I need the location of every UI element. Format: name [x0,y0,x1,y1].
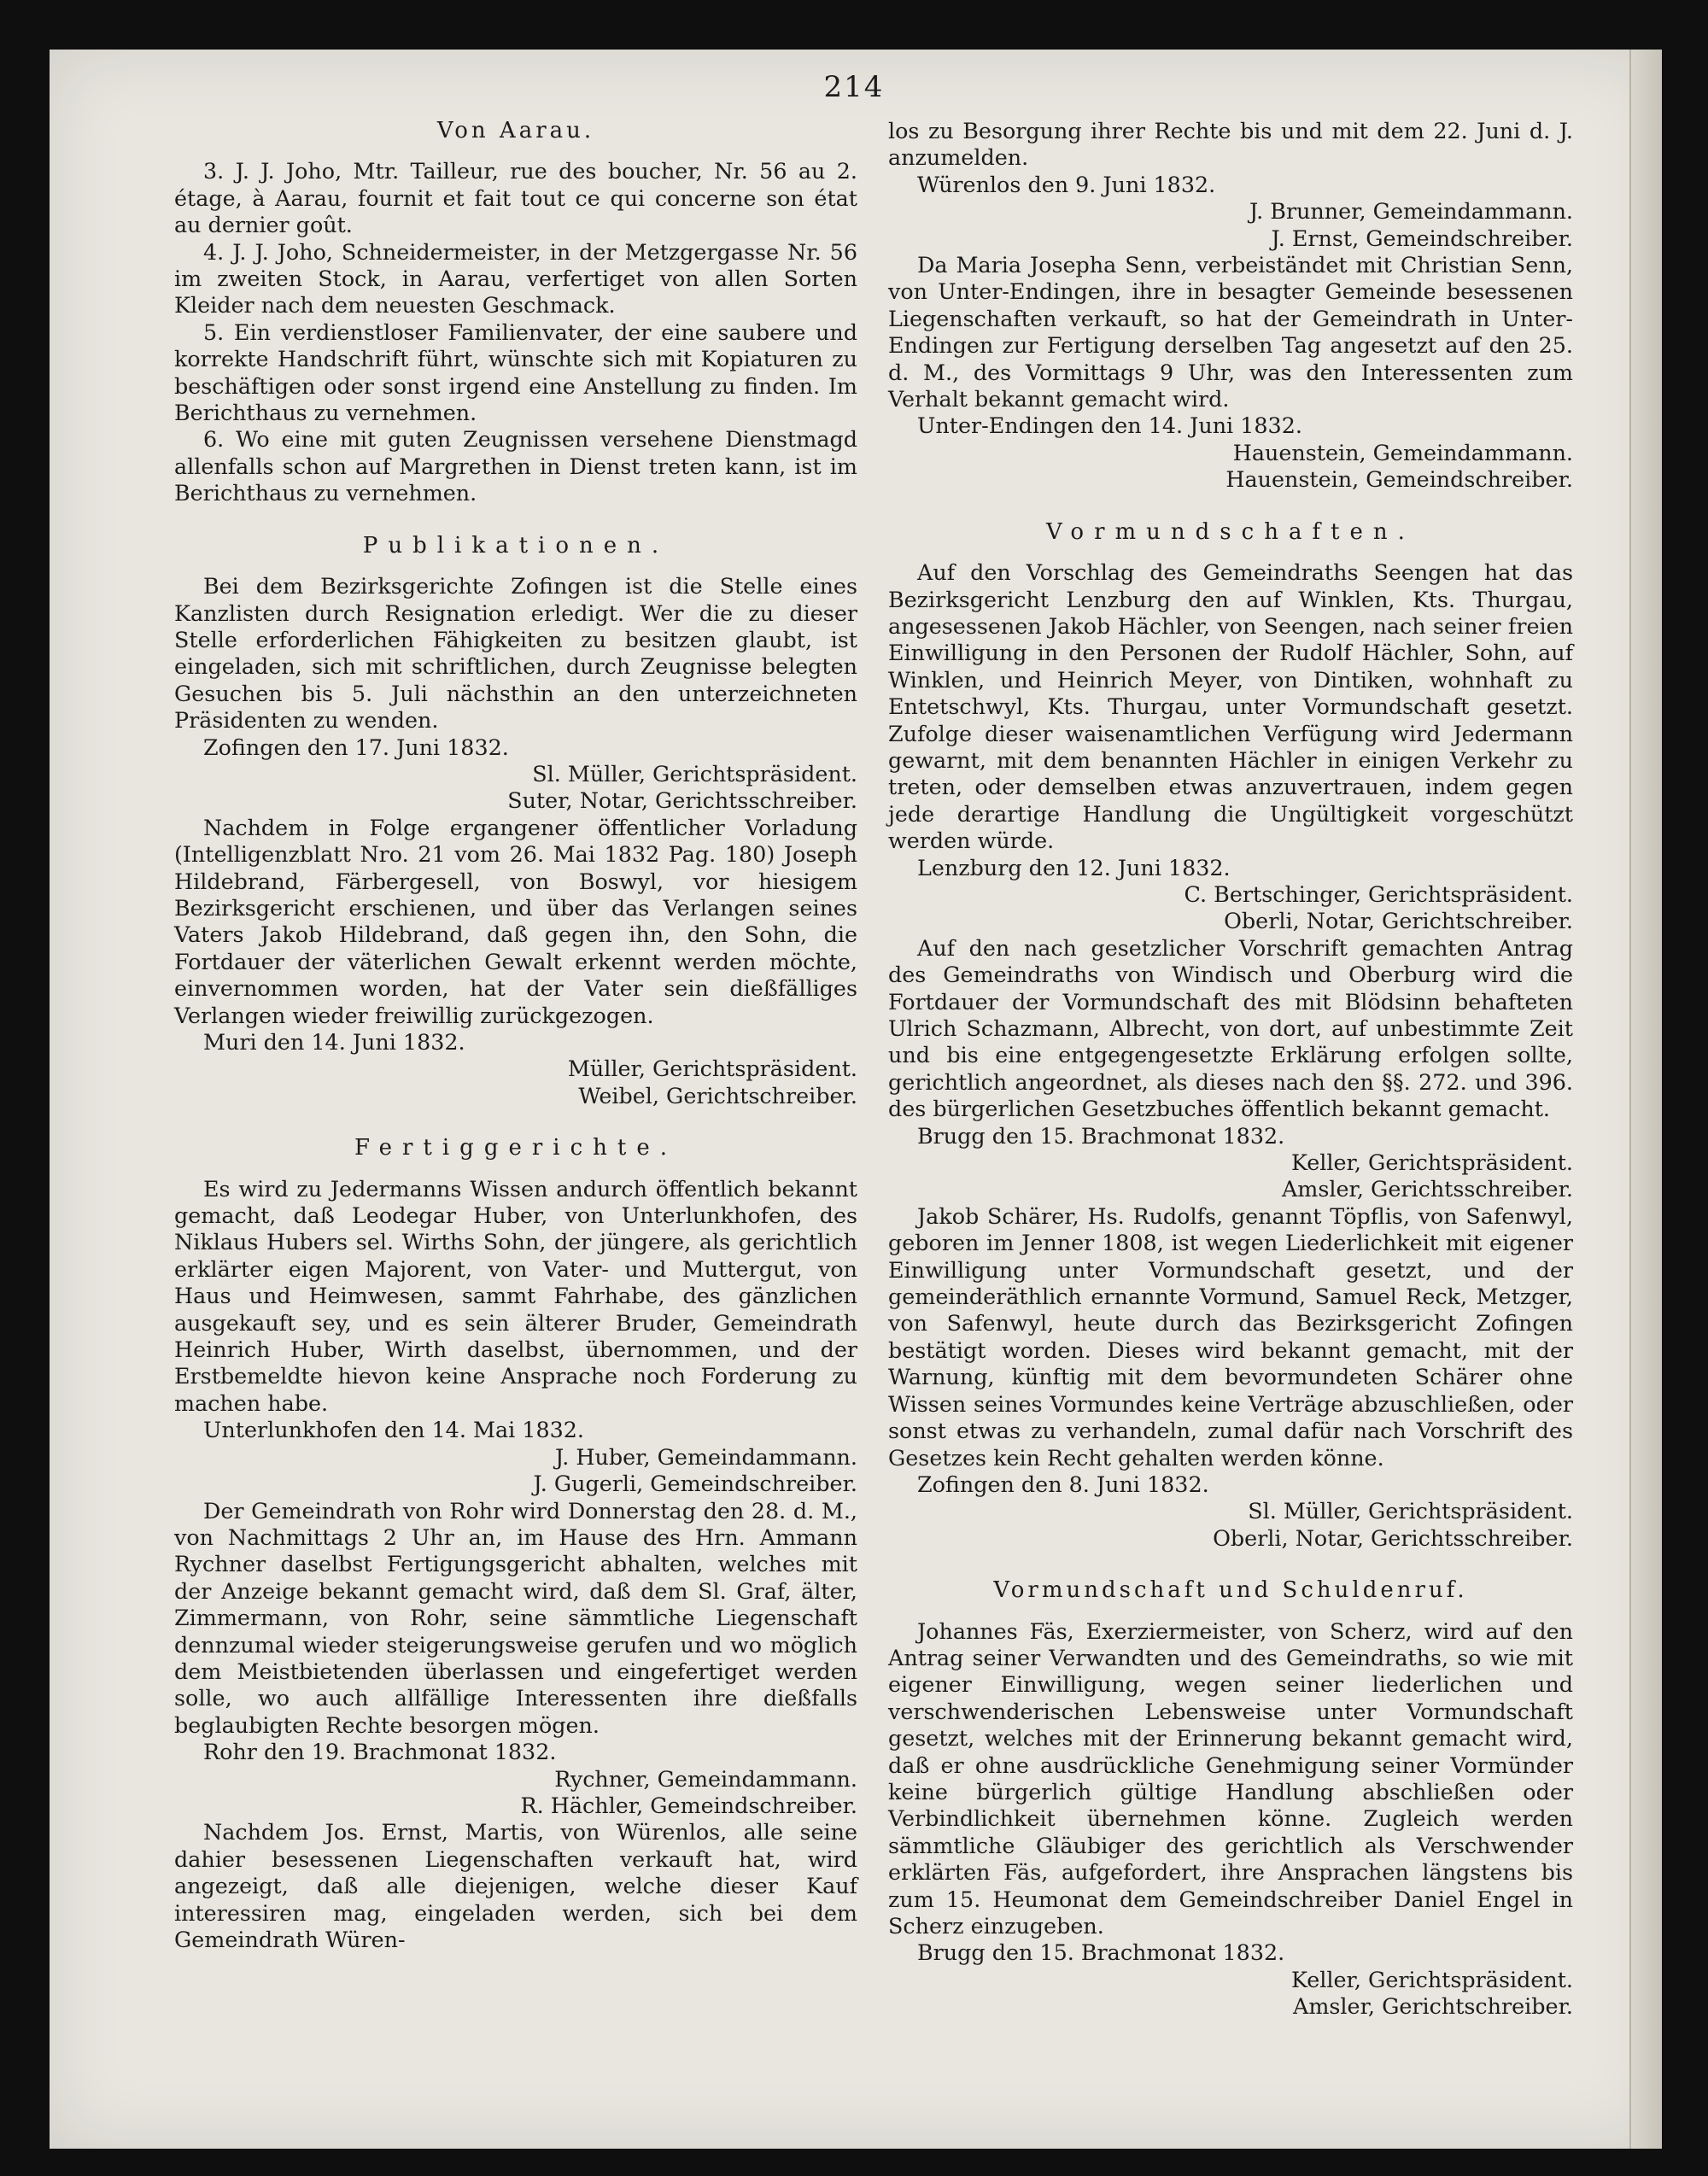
notice-signature: Keller, Gerichtspräsident. [1290,1966,1573,1992]
notice-signature: Keller, Gerichtspräsident. [1290,1149,1573,1176]
notice-signature: J. Ernst, Gemeindschreiber. [1271,225,1573,251]
notice-body: Nachdem Jos. Ernst, Martis, von Würenlos, alle seine dahier besessenen Liegenschaften verkauft hat, wird angezeigt, daß alle diejenigen, welche dieser Kauf interessiren mag, eingeladen werden, sich bei dem Gemeindrath Würen- [174,1819,857,1952]
notice-body: Bei dem Bezirksgerichte Zofingen ist die Stelle eines Kanzlisten durch Resignation erledigt. Wer die zu dieser Stelle erforderlichen Fähigkeiten zu besitzen glaubt, ist eingeladen, sich mit schriftlichen, durch Zeugnisse belegten Gesuchen bis 5. Juli nächsthin an den unterzeichneten Präsidenten zu wenden. [174,573,857,734]
notice-dateline: Zofingen den 8. Juni 1832. [917,1471,1209,1497]
notice-body: Nachdem in Folge ergangener öffentlicher Vorladung (Intelligenzblatt Nro. 21 vom 26. Mai 1832 Pag. 180) Joseph Hildebrand, Färbergesell, von Boswyl, vor hiesigem Bezirksgericht erschienen, und über das Verlangen seines Vaters Jakob Hildebrand, daß gegen ihn, den Sohn, die Fortdauer der väterlichen Gewalt erkennt werden möchte, einvernommen worden, hat der Vater sein dießfälliges Verlangen wieder freiwillig zurückgezogen. [174,814,857,1028]
notice-signature: Oberli, Notar, Gerichtschreiber. [1224,908,1573,934]
notice-signature: Amsler, Gerichtsschreiber. [1281,1176,1573,1202]
page-number: 214 [823,70,885,104]
notice-body: Auf den nach gesetzlicher Vorschrift gemachten Antrag des Gemeindraths von Windisch und Oberburg wird die Fortdauer der Vormundschaft des mit Blödsinn behafteten Ulrich Schazmann, Albrecht, von dort, auf unbestimmte Zeit und bis eine entgegengesetzte Erklärung erfolgen sollte, gerichtlich angeordnet, als dieses nach den §§. 272. und 396. des bürgerlichen Gesetzbuches öffentlich bekannt gemacht. [888,934,1573,1122]
notice-body: Da Maria Josepha Senn, verbeiständet mit Christian Senn, von Unter-Endingen, ihre in besagter Gemeinde besessenen Liegenschaften verkauft, so hat der Gemeindrath in Unter-Endingen zur Fertigung derselben Tag angesetzt auf den 25. d. M., des Vormittags 9 Uhr, was den Interessenten zum Verhalt bekannt gemacht wird. [888,252,1573,412]
right-column [888,118,1573,2021]
notice-dateline: Brugg den 15. Brachmonat 1832. [917,1122,1285,1149]
notice-signature: Oberli, Notar, Gerichtsschreiber. [1213,1524,1573,1551]
notice-signature: R. Hächler, Gemeindschreiber. [520,1792,857,1818]
notice-signature: Hauenstein, Gemeindschreiber. [1225,466,1573,493]
notice-dateline: Lenzburg den 12. Juni 1832. [917,854,1231,880]
notice-dateline: Brugg den 15. Brachmonat 1832. [917,1939,1285,1966]
notice-signature: J. Gugerli, Gemeindschreiber. [533,1471,857,1497]
notice-signature: Suter, Notar, Gerichtsschreiber. [507,787,857,814]
notice-item: 4. J. J. Joho, Schneidermeister, in der Metzgergasse Nr. 56 im zweiten Stock, in Aarau, verfertiget von allen Sorten Kleider nach dem neuesten Geschmack. [174,238,857,319]
notice-signature: Müller, Gerichtspräsident. [567,1056,857,1082]
notice-dateline: Würenlos den 9. Juni 1832. [917,171,1216,197]
section-title-publikationen: Publikationen. [362,532,670,559]
notice-body: Der Gemeindrath von Rohr wird Donnerstag den 28. d. M., von Nachmittags 2 Uhr an, im Hause des Hrn. Ammann Rychner daselbst Fertigungsgericht abhalten, welches mit der Anzeige bekannt gemacht wird, daß dem Sl. Graf, älter, Zimmermann, von Rohr, seine sämmtliche Liegenschaft dennzumal wieder steigerungsweise gerufen und wo möglich dem Meistbietenden überlassen und eingefertiget werden solle, wo auch allfällige Interessenten ihre dießfalls beglaubigten Rechte besorgen mögen. [174,1497,857,1738]
notice-body: Auf den Vorschlag des Gemeindraths Seengen hat das Bezirksgericht Lenzburg den auf Winklen, Kts. Thurgau, angesessenen Jakob Hächler, von Seengen, nach seiner freien Einwilligung in den Personen der Rudolf Hächler, Sohn, auf Winklen, und Heinrich Meyer, von Dintiken, wohnhaft zu Entetschwyl, Kts. Thurgau, unter Vormundschaft gesetzt. Zufolge dieser waisenamtlichen Verfügung wird Jedermann gewarnt, mit dem benannten Hächler in einigen Verkehr zu treten, oder demselben etwas anzuvertrauen, indem gegen jede derartige Handlung die Ungültigkeit vorgeschützt werden würde. [888,559,1573,854]
notice-body: Johannes Fäs, Exerziermeister, von Scherz, wird auf den Antrag seiner Verwandten und des Gemeindraths, so wie mit eigener Einwilligung, wegen seiner liederlichen und verschwenderischen Lebensweise unter Vormundschaft gesetzt, welches mit der Erinnerung bekannt gemacht wird, daß er ohne ausdrückliche Genehmigung seiner Vormünder keine bürgerlich gültige Handlung abschließen oder Verbindlichkeit übernehmen könne. Zugleich werden sämmtliche Gläubiger des gerichtlich als Verschwender erklärten Fäs, aufgefordert, ihre Ansprachen längstens bis zum 15. Heumonat dem Gemeindschreiber Daniel Engel in Scherz einzugeben. [888,1617,1573,1939]
notice-dateline: Rohr den 19. Brachmonat 1832. [203,1739,557,1765]
page-edge [1629,50,1662,2149]
section-title-vormundschaften: Vormundschaften. [1046,518,1415,545]
notice-dateline: Zofingen den 17. Juni 1832. [203,734,509,760]
notice-signature: Weibel, Gerichtschreiber. [578,1082,857,1108]
section-title-schuldenruf: Vormundschaft und Schuldenruf. [993,1577,1468,1604]
notice-signature: C. Bertschinger, Gerichtspräsident. [1184,880,1573,907]
notice-signature: Sl. Müller, Gerichtspräsident. [532,760,857,787]
notice-dateline: Unter-Endingen den 14. Juni 1832. [917,412,1302,439]
section-title-fertiggerichte: Fertiggerichte. [354,1135,678,1161]
notice-signature: Sl. Müller, Gerichtspräsident. [1248,1498,1573,1524]
notice-item: 3. J. J. Joho, Mtr. Tailleur, rue des boucher, Nr. 56 au 2. étage, à Aarau, fournit et fait tout ce qui concerne son état au dernier goût. [174,158,857,238]
notice-signature: Hauenstein, Gemeindammann. [1232,439,1573,465]
notice-body: Es wird zu Jedermanns Wissen andurch öffentlich bekannt gemacht, daß Leodegar Huber, von Unterlunkhofen, des Niklaus Hubers sel. Wirths Sohn, der jüngere, als gerichtlich erklärter eigen Majorent, von Vater- und Muttergut, von Haus und Heimwesen, sammt Fahrhabe, des gänzlichen ausgekauft sey, und es sein älterer Bruder, Gemeindrath Heinrich Huber, Wirth daselbst, übernommen, und der Erstbemeldte hievon keine Ansprache noch Forderung zu machen habe. [174,1175,857,1416]
notice-dateline: Muri den 14. Juni 1832. [203,1029,465,1055]
notice-signature: Rychner, Gemeindammann. [554,1765,857,1792]
section-title-aarau: Von Aarau. [436,118,595,143]
notice-signature: Amsler, Gerichtschreiber. [1292,1993,1573,2020]
notice-signature: J. Brunner, Gemeindammann. [1249,198,1573,225]
left-column [174,118,857,1953]
notice-body: Jakob Schärer, Hs. Rudolfs, genannt Töpflis, von Safenwyl, geboren im Jenner 1808, ist wegen Liederlichkeit mit eigener Einwilligung unter Vormundschaft gesetzt, und der gemeinderäthlich ernannte Vormund, Samuel Reck, Metzger, von Safenwyl, heute durch das Bezirksgericht Zofingen bestätigt worden. Dieses wird bekannt gemacht, mit der Warnung, künftig mit dem bevormundeten Schärer ohne Wissen seines Vormundes keine Verträge abzuschließen, oder sonst etwas zu verhandeln, zumal dafür nach Vorschrift des Gesetzes kein Recht gehalten werden könne. [888,1202,1573,1471]
notice-signature: J. Huber, Gemeindammann. [555,1443,857,1470]
notice-dateline: Unterlunkhofen den 14. Mai 1832. [203,1417,584,1443]
notice-item: 5. Ein verdienstloser Familienvater, der eine saubere und korrekte Handschrift führt, wünschte sich mit Kopiaturen zu beschäftigen oder sonst irgend eine Anstellung zu finden. Im Berichthaus zu vernehmen. [174,319,857,426]
notice-item: 6. Wo eine mit guten Zeugnissen versehene Dienstmagd allenfalls schon auf Margrethen in Dienst treten kann, ist im Berichthaus zu vernehmen. [174,426,857,506]
notice-body: los zu Besorgung ihrer Rechte bis und mit dem 22. Juni d. J. anzumelden. [888,118,1573,171]
